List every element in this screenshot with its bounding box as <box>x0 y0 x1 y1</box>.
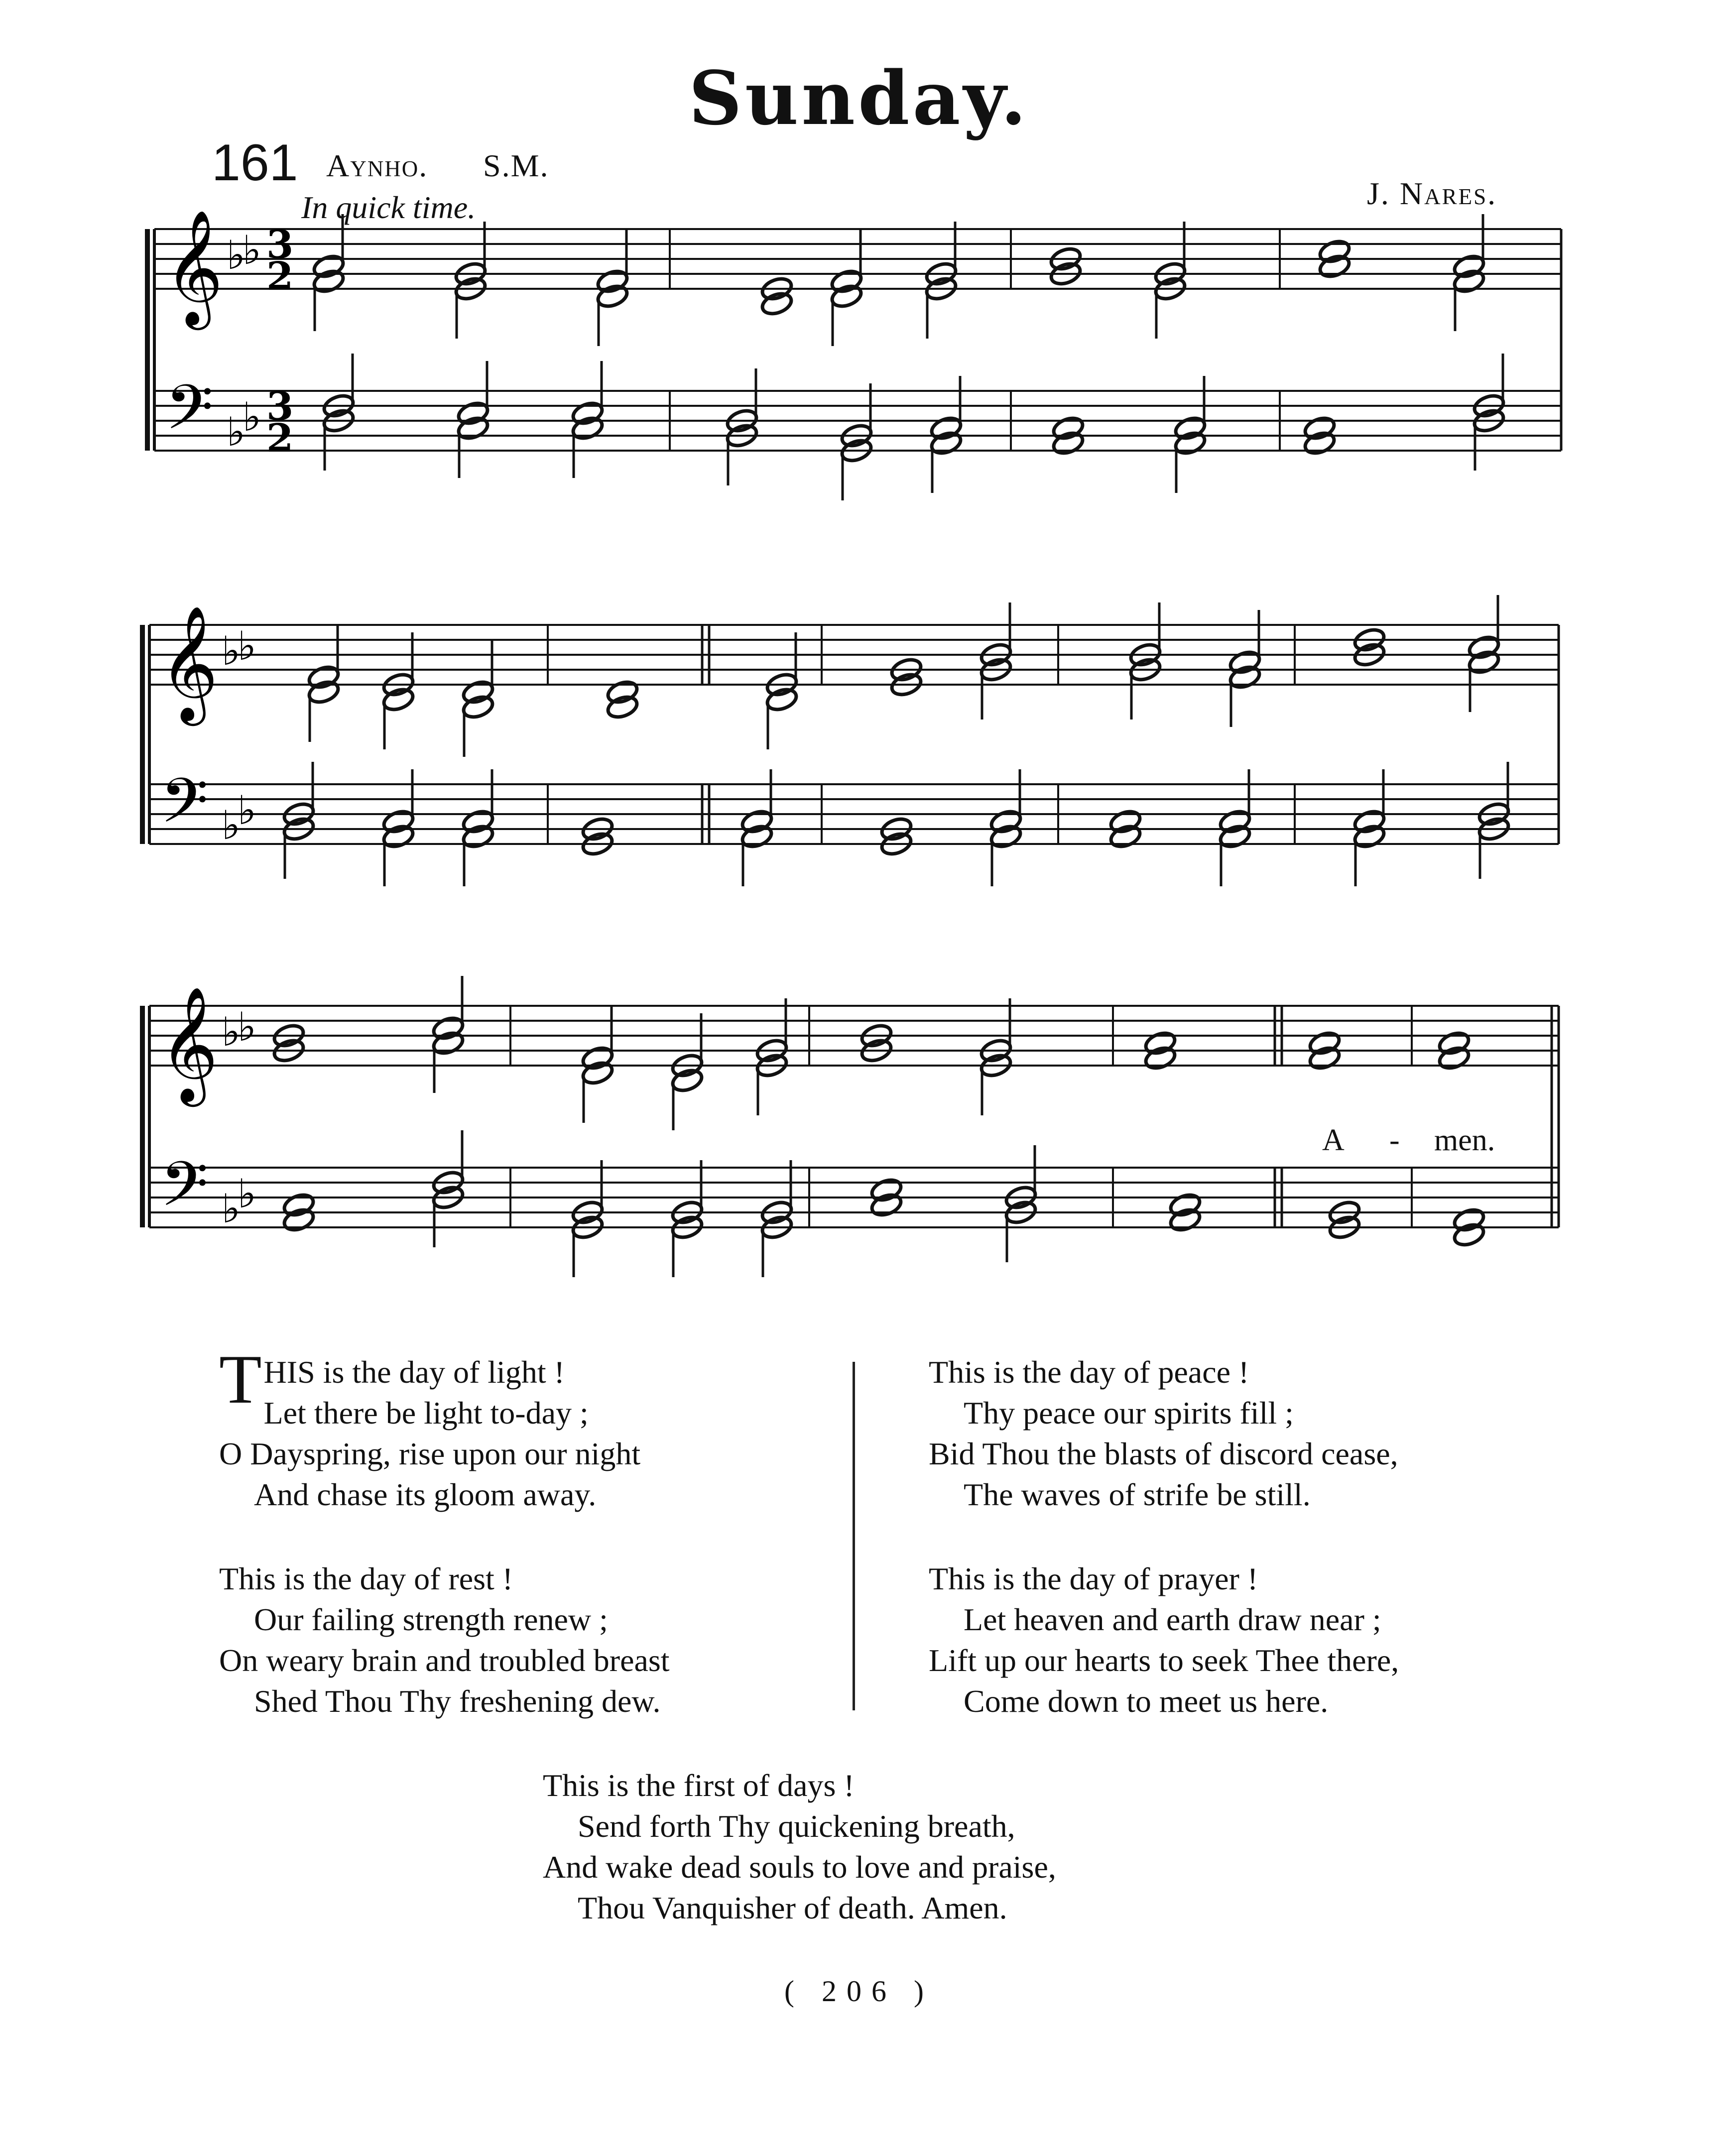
meter: S.M. <box>483 148 549 183</box>
hymn-number: 161 <box>212 134 298 192</box>
verse-2 <box>219 1558 670 1722</box>
verse-line: O Dayspring, rise upon our night <box>219 1436 641 1471</box>
amen-lyric-second: men. <box>1434 1123 1495 1157</box>
flat-icon: ♭ <box>238 787 256 834</box>
amen-lyric-hyphen: - <box>1389 1123 1400 1157</box>
flat-icon: ♭ <box>222 628 241 674</box>
verse-line: Thou Vanquisher of death. Amen. <box>578 1890 1007 1925</box>
verse-5 <box>543 1765 1056 1928</box>
verse-line: Send forth Thy quickening breath, <box>578 1808 1015 1844</box>
verse-line: Come down to meet us here. <box>964 1683 1329 1719</box>
bass-clef-icon: 𝄢 <box>165 372 214 459</box>
column-divider <box>853 1362 855 1710</box>
drop-cap: T <box>219 1341 262 1418</box>
verse-line: On weary brain and troubled breast <box>219 1643 670 1678</box>
flat-icon: ♭ <box>238 623 256 669</box>
time-signature-denominator: 2 <box>266 416 294 461</box>
page-number: ( 206 ) <box>784 1975 934 2008</box>
verse-line: This is the day of prayer ! <box>929 1561 1258 1596</box>
flat-icon: ♭ <box>243 227 261 273</box>
verse-1 <box>219 1341 641 1515</box>
verse-line: Our failing strength renew ; <box>254 1602 608 1637</box>
verse-line: And chase its gloom away. <box>254 1477 597 1512</box>
composer: J. Nares. <box>1367 176 1497 211</box>
flat-icon: ♭ <box>243 394 261 440</box>
verse-4 <box>929 1558 1399 1722</box>
time-signature-numerator: 3 <box>266 384 294 429</box>
flat-icon: ♭ <box>222 1009 241 1055</box>
amen-lyric-first: A <box>1322 1123 1346 1157</box>
flat-icon: ♭ <box>238 1004 256 1050</box>
treble-clef-icon: 𝄞 <box>164 209 224 325</box>
section-title: Sunday. <box>688 55 1029 141</box>
time-signature-numerator: 3 <box>266 222 294 267</box>
flat-icon: ♭ <box>222 802 241 848</box>
verse-line: Shed Thou Thy freshening dew. <box>254 1683 661 1719</box>
flat-icon: ♭ <box>227 232 245 278</box>
flat-icon: ♭ <box>227 409 245 455</box>
verse-line: This is the day of peace ! <box>929 1354 1249 1390</box>
flat-icon: ♭ <box>238 1171 256 1217</box>
verse-line: Let there be light to-day ; <box>263 1395 589 1431</box>
treble-clef-icon: 𝄞 <box>159 605 219 721</box>
verse-line: Bid Thou the blasts of discord cease, <box>929 1436 1398 1471</box>
verse-line: Lift up our hearts to seek Thee there, <box>929 1643 1399 1678</box>
tune-name: Aynho. <box>326 148 428 183</box>
flat-icon: ♭ <box>222 1186 241 1232</box>
verse-line: This is the day of rest ! <box>219 1561 513 1596</box>
verse-line: And wake dead souls to love and praise, <box>543 1849 1056 1885</box>
tempo-marking: In quick time. <box>301 190 476 225</box>
time-signature-denominator: 2 <box>266 254 294 299</box>
treble-clef-icon: 𝄞 <box>159 986 219 1102</box>
verse-line: Thy peace our spirits fill ; <box>964 1395 1294 1431</box>
bass-clef-icon: 𝄢 <box>160 1149 209 1235</box>
verse-line: Let heaven and earth draw near ; <box>964 1602 1381 1637</box>
verse-3 <box>929 1352 1398 1515</box>
verse-line: This is the first of days ! <box>543 1768 855 1803</box>
verse-line: The waves of strife be still. <box>964 1477 1311 1512</box>
bass-clef-icon: 𝄢 <box>160 765 209 852</box>
verse-line: HIS is the day of light ! <box>263 1354 565 1390</box>
